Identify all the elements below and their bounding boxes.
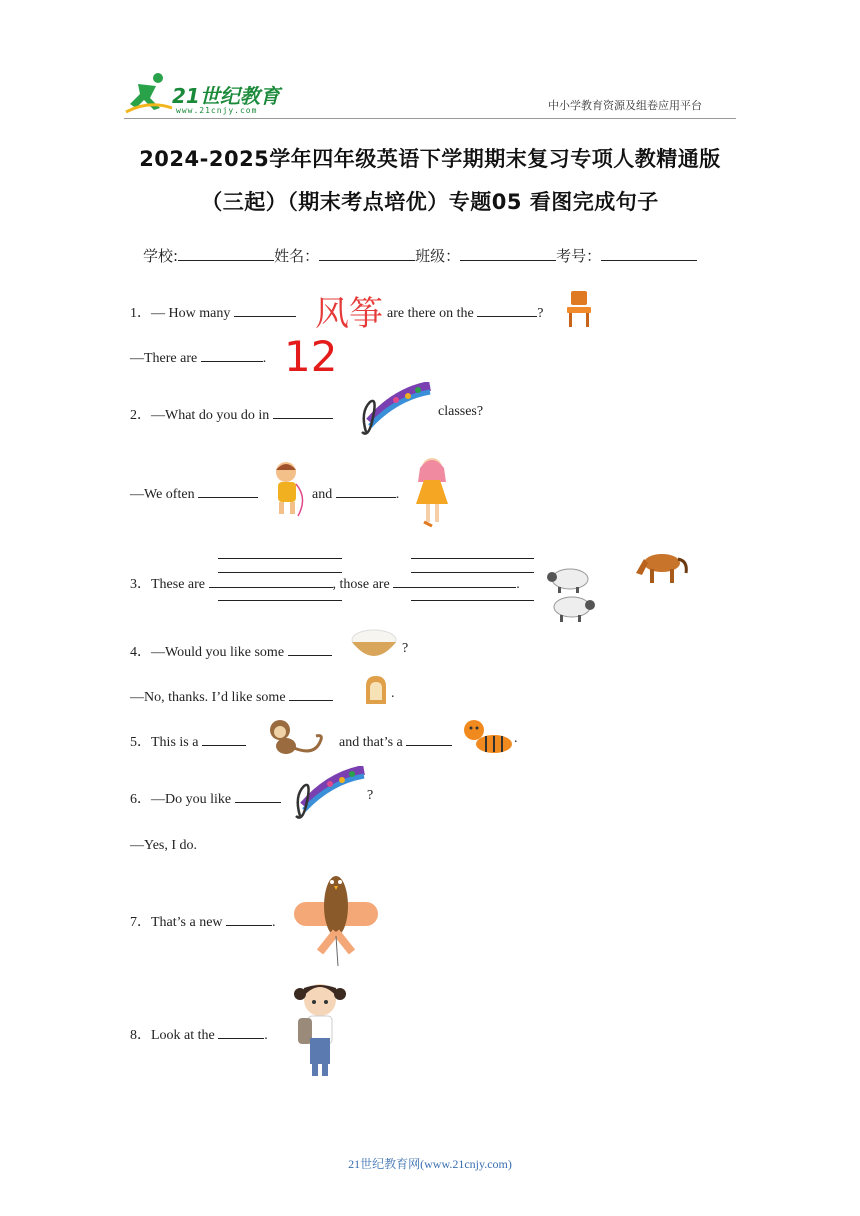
answer-blank[interactable]: [201, 347, 263, 362]
answer-blank[interactable]: [209, 573, 333, 588]
platform-name: 中小学教育资源及组卷应用平台: [548, 99, 702, 112]
question-6: [130, 788, 281, 808]
music-icon: [356, 382, 432, 440]
question-text: —Would you like some: [151, 645, 285, 660]
header-rule: [124, 118, 736, 119]
girl-with-bag-icon: [286, 978, 354, 1082]
question-text: are there on the: [387, 306, 474, 321]
question-number: 4．: [130, 645, 151, 660]
school-label: 学校:: [143, 247, 179, 265]
logo: [124, 70, 294, 116]
question-text: — How many: [151, 306, 231, 321]
singing-child-icon: [268, 458, 310, 520]
question-4-period: .: [391, 686, 395, 701]
period: .: [272, 915, 276, 930]
question-7: [130, 911, 276, 931]
class-label: 班级：: [415, 247, 461, 265]
question-4-answer: [130, 686, 333, 706]
tiger-icon: [460, 716, 516, 758]
runner-logo-icon: [124, 70, 174, 114]
question-1-answer: [130, 347, 266, 367]
answer-text: —No, thanks. I’d like some: [130, 690, 286, 705]
bread-icon: [362, 674, 390, 706]
question-text: —Do you like: [151, 792, 232, 807]
page-subtitle: （三起）（期末考点培优）专题05 看图完成句子: [201, 190, 659, 214]
question-number: 7．: [130, 915, 151, 930]
horse-icon: [632, 543, 690, 585]
question-number: 2．: [130, 408, 151, 423]
question-8: [130, 1024, 268, 1044]
question-text: Look at the: [151, 1028, 215, 1043]
q3-blank-bottom-1[interactable]: [218, 600, 342, 601]
answer-blank[interactable]: [273, 404, 333, 419]
question-2-and: [312, 483, 399, 503]
answer-blank[interactable]: [393, 573, 516, 588]
chair-icon: [563, 289, 595, 329]
question-2-part2: classes?: [438, 404, 484, 419]
period: .: [516, 577, 520, 592]
answer-text: —We often: [130, 487, 195, 502]
period: .: [395, 487, 400, 502]
question-4: [130, 641, 332, 661]
answer-blank[interactable]: [218, 1024, 264, 1039]
question-number: 5．: [130, 735, 151, 750]
student-info: [143, 245, 697, 266]
answer-blank[interactable]: [198, 483, 258, 498]
question-text: , those are: [332, 577, 390, 592]
name-label: 姓名：: [274, 247, 320, 265]
answer-blank[interactable]: [477, 302, 537, 317]
question-1: [130, 302, 296, 322]
answer-blank[interactable]: [336, 483, 396, 498]
question-2-answer: [130, 483, 258, 503]
answer-blank[interactable]: [406, 731, 452, 746]
period: .: [262, 351, 267, 366]
question-4-mark: ?: [402, 641, 409, 656]
question-number: 8．: [130, 1028, 151, 1043]
q3-blank-top-2[interactable]: [411, 558, 534, 559]
q3-blank-bottom-2[interactable]: [411, 600, 534, 601]
logo-url: www.21cnjy.com: [176, 106, 258, 115]
question-5: [130, 731, 246, 751]
question-mark: ?: [537, 306, 544, 321]
question-1-part2: [387, 302, 543, 322]
kite-chinese-image: 风筝: [315, 294, 383, 334]
number-twelve-image: 12: [284, 332, 338, 381]
question-3: [130, 573, 520, 593]
question-text: That’s a new: [151, 915, 223, 930]
dancing-girl-icon: [410, 452, 454, 528]
footer[interactable]: 21世纪教育网(www.21cnjy.com): [348, 1157, 512, 1171]
period: .: [264, 1028, 268, 1043]
question-text: and that’s a: [339, 735, 403, 750]
music-icon: [290, 766, 366, 824]
question-number: 6．: [130, 792, 151, 807]
answer-blank[interactable]: [235, 788, 281, 803]
answer-blank[interactable]: [202, 731, 246, 746]
question-5-period: .: [514, 731, 518, 746]
q3-blank-top-1[interactable]: [218, 558, 342, 559]
answer-blank[interactable]: [234, 302, 296, 317]
question-number: 3．: [130, 577, 151, 592]
question-6-answer: —Yes, I do.: [130, 838, 198, 853]
question-text: These are: [151, 577, 206, 592]
class-field[interactable]: [460, 246, 556, 261]
answer-blank[interactable]: [226, 911, 272, 926]
question-text: —What do you do in: [151, 408, 270, 423]
name-field[interactable]: [319, 246, 415, 261]
number-field[interactable]: [601, 246, 697, 261]
answer-blank[interactable]: [288, 641, 332, 656]
page-title: 2024-2025学年四年级英语下学期期末复习专项人教精通版: [139, 147, 721, 171]
school-field[interactable]: [178, 246, 274, 261]
answer-text: —There are: [130, 351, 198, 366]
question-number: 1．: [130, 306, 151, 321]
bird-kite-icon: [290, 866, 382, 968]
question-5-part2: [339, 731, 452, 751]
question-text: This is a: [151, 735, 199, 750]
question-2: [130, 404, 333, 424]
sheep-icon: [544, 563, 596, 625]
and-text: and: [312, 487, 333, 502]
rice-bowl-icon: [348, 626, 400, 666]
answer-blank[interactable]: [289, 686, 333, 701]
question-6-mark: ?: [367, 788, 374, 803]
number-label: 考号：: [556, 247, 602, 265]
logo-text: 21世纪教育: [172, 84, 280, 108]
monkey-icon: [264, 716, 330, 758]
